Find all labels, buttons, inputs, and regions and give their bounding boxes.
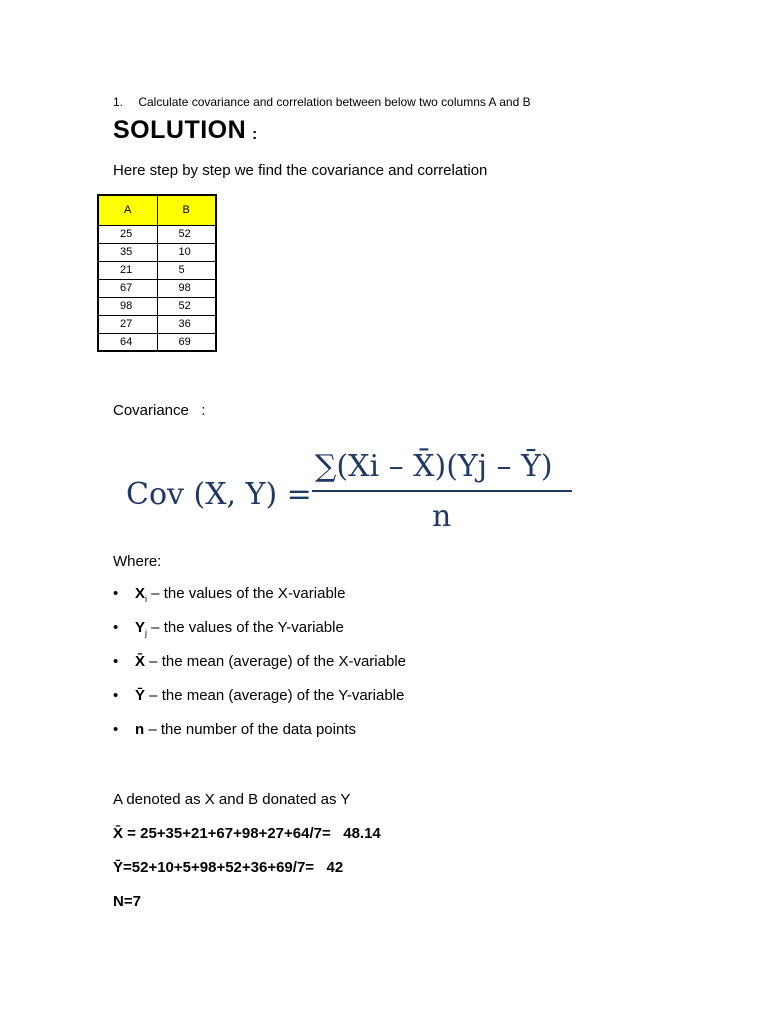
bullet-icon: • (113, 721, 119, 738)
definition-list (113, 585, 406, 755)
table-cell: 36 (157, 315, 216, 333)
denoted-line: A denoted as X and B donated as Y (113, 791, 351, 808)
list-item (113, 653, 406, 687)
where-label: Where: (113, 553, 162, 570)
table-header-a: A (98, 195, 157, 225)
definition-symbol: X̄ (135, 653, 146, 670)
definition-symbol: X (135, 585, 146, 602)
definition-symbol: Y (135, 619, 146, 636)
table-cell: 21 (98, 261, 157, 279)
xbar-calculation: X̄ = 25+35+21+67+98+27+64/7= 48.14 (113, 825, 381, 842)
table-cell: 64 (98, 333, 157, 351)
table-header-row (98, 195, 216, 225)
definition-subscript: i (145, 594, 148, 604)
definition-text: – the number of the data points (144, 721, 356, 738)
covariance-formula (120, 436, 590, 536)
definition-text: – the values of the Y-variable (147, 619, 344, 636)
bullet-icon: • (113, 585, 119, 602)
bullet-icon: • (113, 687, 119, 704)
list-item (113, 721, 406, 755)
definition-text: – the mean (average) of the X-variable (145, 653, 406, 670)
table-row (98, 297, 216, 315)
intro-text: Here step by step we find the covariance and correlation (113, 162, 488, 179)
question-text: Calculate covariance and correlation between below two columns A and B (138, 95, 531, 109)
formula-numerator: ∑(Xi – X̄)(Yj – Ȳ) (315, 449, 553, 484)
table-row (98, 225, 216, 243)
ybar-calculation: Ȳ=52+10+5+98+52+36+69/7= 42 (113, 859, 344, 876)
definition-text: – the values of the X-variable (147, 585, 346, 602)
table-cell: 98 (98, 297, 157, 315)
solution-heading: SOLUTION (113, 116, 247, 144)
table-cell: 25 (98, 225, 157, 243)
solution-colon: : (252, 126, 258, 143)
table-row (98, 261, 216, 279)
table-row (98, 315, 216, 333)
question-number: 1. (113, 95, 124, 109)
table-cell: 52 (157, 225, 216, 243)
formula-denominator: n (432, 499, 452, 534)
table-cell: 35 (98, 243, 157, 261)
covariance-label: Covariance : (113, 402, 206, 419)
question (113, 95, 531, 109)
bullet-icon: • (113, 619, 119, 636)
bullet-icon: • (113, 653, 119, 670)
list-item (113, 585, 406, 619)
table-cell: 10 (157, 243, 216, 261)
definition-symbol: Ȳ (135, 687, 146, 704)
table-cell: 27 (98, 315, 157, 333)
data-table (97, 194, 217, 352)
table-cell: 5 (157, 261, 216, 279)
n-value: N=7 (113, 893, 141, 910)
formula-lhs: Cov (X, Y) = (126, 477, 312, 512)
table-row (98, 243, 216, 261)
definition-text: – the mean (average) of the Y-variable (145, 687, 405, 704)
table-cell: 52 (157, 297, 216, 315)
list-item (113, 619, 406, 653)
table-cell: 67 (98, 279, 157, 297)
table-row (98, 279, 216, 297)
table-header-b: B (157, 195, 216, 225)
table-cell: 98 (157, 279, 216, 297)
definition-subscript: j (145, 628, 148, 638)
definition-symbol: n (135, 721, 145, 738)
table-cell: 69 (157, 333, 216, 351)
list-item (113, 687, 406, 721)
table-row (98, 333, 216, 351)
